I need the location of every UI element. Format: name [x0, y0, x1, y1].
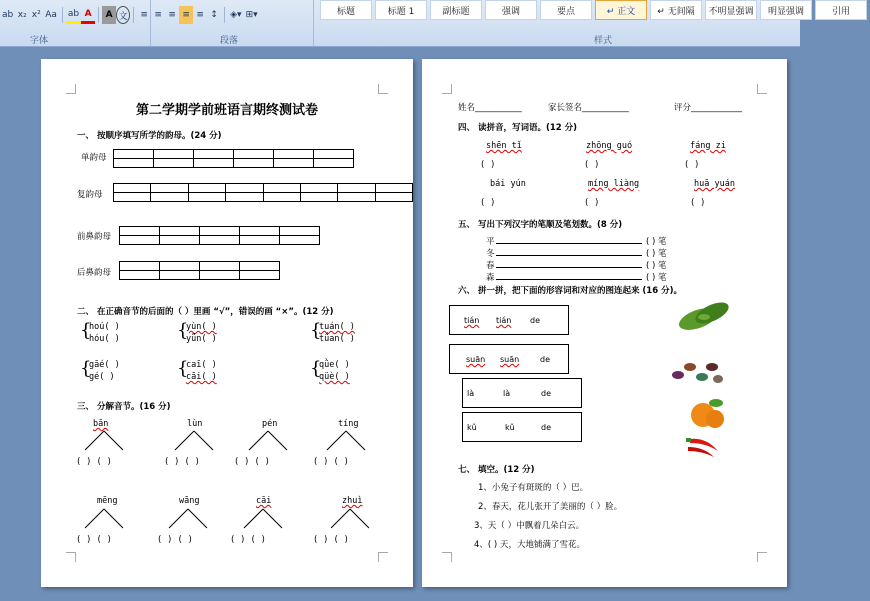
syllable: tíng	[338, 419, 359, 429]
font-color-button[interactable]: A	[81, 6, 95, 24]
crop-mark	[757, 84, 767, 94]
pinyin-option: cāi( )	[186, 372, 217, 382]
borders-icon[interactable]: ⊞▾	[245, 10, 258, 20]
enclose-char-button[interactable]: 文	[116, 6, 130, 24]
name-field[interactable]: 姓名___________	[458, 103, 522, 113]
toolbar-divider	[224, 7, 225, 23]
split-tree	[323, 431, 369, 451]
box-pinyin: tián	[496, 316, 512, 325]
highlight-button[interactable]: ab	[66, 6, 81, 24]
answer-parens: ( ) ( )	[230, 535, 266, 545]
adjective-box-sweet[interactable]	[449, 305, 569, 335]
row-label-front-nasal: 前鼻韵母	[77, 232, 112, 242]
pinyin-option: qüè( )	[319, 372, 350, 382]
ribbon	[0, 0, 850, 47]
pinyin-option: caī( )	[186, 360, 217, 370]
section-1-heading: 一、 按顺序填写所学的韵母。(24 分)	[77, 131, 222, 141]
brace: {	[310, 320, 322, 341]
row-label-single-finals: 单韵母	[81, 153, 107, 163]
style-quote[interactable]: 引用	[815, 0, 867, 20]
pinyin-word: míng liàng	[588, 179, 640, 189]
brace: {	[80, 358, 92, 379]
section-3-heading: 三、 分解音节。(16 分)	[77, 402, 171, 412]
box-pinyin: tián	[464, 316, 480, 325]
brace: {	[80, 320, 92, 341]
writing-grid-compound[interactable]	[113, 183, 413, 202]
document-page-2[interactable]	[422, 59, 787, 587]
style-normal[interactable]: ↵ 正文	[595, 0, 647, 20]
stroke-count[interactable]: ( ) 笔	[646, 249, 667, 259]
box-pinyin: de	[541, 423, 551, 432]
toolbar-divider	[98, 7, 99, 23]
stroke-char: 平	[486, 237, 495, 247]
stroke-char: 春	[486, 261, 495, 271]
split-tree	[245, 431, 291, 451]
brace: {	[310, 358, 322, 379]
fill-blank-item: 4、( ) 天，大地铺满了雪花。	[474, 540, 585, 550]
subscript-button[interactable]: x₂	[17, 10, 27, 20]
chili-pepper-picture	[684, 433, 724, 462]
stroke-char: 森	[486, 273, 495, 283]
split-tree	[240, 509, 286, 529]
candy-picture	[668, 357, 724, 390]
answer-parens: ( ) ( )	[313, 535, 349, 545]
crop-mark	[378, 84, 388, 94]
pinyin-option: yùn( )	[186, 322, 217, 332]
align-center-icon[interactable]: ≡	[154, 10, 162, 20]
stroke-line[interactable]	[496, 279, 642, 280]
style-subtle-emphasis[interactable]: 不明显强调	[705, 0, 757, 20]
pinyin-option: yǖn( )	[186, 334, 217, 344]
split-tree	[171, 431, 217, 451]
align-right-icon[interactable]: ≡	[168, 10, 176, 20]
answer-parens[interactable]: ( )	[684, 160, 700, 170]
style-intense-emphasis[interactable]: 明显强调	[760, 0, 812, 20]
writing-grid-back-nasal[interactable]	[119, 261, 280, 280]
group-divider	[313, 0, 314, 46]
split-tree	[165, 509, 211, 529]
answer-parens: ( ) ( )	[76, 457, 112, 467]
box-pinyin: kǔ	[505, 423, 515, 432]
orange-picture	[688, 397, 728, 432]
writing-grid-single[interactable]	[113, 149, 354, 168]
adjective-box-sour[interactable]	[449, 344, 569, 374]
pinyin-option: gāé( )	[89, 360, 120, 370]
style-emphasis[interactable]: 强调	[485, 0, 537, 20]
crop-mark	[66, 84, 76, 94]
box-pinyin: de	[540, 355, 550, 364]
box-pinyin: là	[467, 389, 475, 398]
crop-mark	[442, 552, 452, 562]
fill-blank-item: 1、小兔子有斑斑的（ ）巴。	[478, 483, 589, 493]
box-pinyin: de	[541, 389, 551, 398]
answer-parens[interactable]: ( )	[584, 160, 600, 170]
stroke-char: 冬	[486, 249, 495, 259]
brace: {	[177, 320, 189, 341]
split-tree	[81, 431, 127, 451]
crop-mark	[66, 552, 76, 562]
style-strong[interactable]: 要点	[540, 0, 592, 20]
stroke-count[interactable]: ( ) 笔	[646, 273, 667, 283]
paragraph-group-label: 段落	[220, 36, 239, 46]
group-divider	[150, 0, 151, 46]
pinyin-option: tuán( )	[319, 322, 355, 332]
pinyin-option: gé( )	[89, 372, 115, 382]
crop-mark	[378, 552, 388, 562]
syllable: bān	[93, 419, 109, 429]
fill-blank-item: 2、春天，花儿张开了美丽的（ ）脸。	[478, 502, 623, 512]
styles-group-label: 样式	[594, 36, 613, 46]
brace: {	[177, 358, 189, 379]
style-subtitle[interactable]: 副标题	[430, 0, 482, 20]
section-6-heading: 六、 拼一拼，把下面的形容词和对应的图连起来 (16 分)。	[458, 286, 682, 296]
pinyin-option: tǘan( )	[319, 334, 355, 344]
section-7-heading: 七、 填空。(12 分)	[458, 465, 535, 475]
styles-gallery	[320, 0, 870, 26]
answer-parens[interactable]: ( )	[480, 160, 496, 170]
toolbar-divider	[133, 7, 134, 23]
row-label-back-nasal: 后鼻韵母	[77, 268, 112, 278]
answer-parens[interactable]: ( )	[584, 198, 600, 208]
style-no-spacing[interactable]: ↵ 无间隔	[650, 0, 702, 20]
stroke-line[interactable]	[496, 267, 642, 268]
style-title[interactable]: 标题	[320, 0, 372, 20]
writing-grid-front-nasal[interactable]	[119, 226, 320, 245]
align-left-icon[interactable]: ≡	[140, 10, 148, 20]
pinyin-word: zhōng guó	[586, 141, 633, 151]
stroke-count[interactable]: ( ) 笔	[646, 237, 667, 247]
stroke-line[interactable]	[496, 243, 642, 244]
syllable: lùn	[187, 419, 203, 429]
line-spacing-icon[interactable]: ↕	[210, 10, 218, 20]
box-pinyin: de	[530, 316, 540, 325]
answer-parens[interactable]: ( )	[480, 198, 496, 208]
answer-parens: ( ) ( )	[234, 457, 270, 467]
font-toolbar	[0, 6, 260, 24]
stroke-count[interactable]: ( ) 笔	[646, 261, 667, 271]
syllable: cāi	[256, 496, 272, 506]
split-tree	[81, 509, 127, 529]
syllable: wāng	[179, 496, 200, 506]
pinyin-word: bái yún	[490, 179, 526, 189]
adjective-box-bitter[interactable]	[462, 412, 582, 442]
pinyin-word: shēn tǐ	[486, 141, 522, 151]
crop-mark	[757, 552, 767, 562]
document-page-1[interactable]	[41, 59, 413, 587]
char-shading-button[interactable]: A	[102, 6, 116, 24]
adjective-box-spicy[interactable]	[462, 378, 582, 408]
toolbar-divider	[62, 7, 63, 23]
pinyin-word: huā yuán	[694, 179, 735, 189]
style-heading-1[interactable]: 标题 1	[375, 0, 427, 20]
distributed-icon[interactable]: ≡	[196, 10, 204, 20]
answer-parens: ( ) ( )	[157, 535, 193, 545]
box-pinyin: kǔ	[467, 423, 477, 432]
superscript-button[interactable]: x²	[31, 10, 41, 20]
box-pinyin: là	[503, 389, 511, 398]
answer-parens: ( ) ( )	[76, 535, 112, 545]
answer-parens: ( ) ( )	[164, 457, 200, 467]
syllable: pén	[262, 419, 278, 429]
section-5-heading: 五、 写出下列汉字的笔顺及笔划数。(8 分)	[458, 220, 623, 230]
box-pinyin: suān	[466, 355, 486, 364]
justify-icon[interactable]: ≡	[179, 6, 193, 24]
bitter-melon-picture	[678, 299, 732, 336]
answer-parens[interactable]: ( )	[690, 198, 706, 208]
change-case-button[interactable]: Aa	[45, 10, 57, 20]
fill-blank-item: 3、天（ ）中飘着几朵白云。	[474, 521, 585, 531]
stroke-line[interactable]	[496, 255, 642, 256]
pinyin-option: hoú( )	[89, 322, 120, 332]
page-title: 第二学期学前班语言期终测试卷	[135, 103, 318, 118]
split-tree	[327, 509, 373, 529]
parent-sign-field[interactable]: 家长签名___________	[548, 103, 629, 113]
pinyin-option: hóu( )	[89, 334, 120, 344]
answer-parens: ( ) ( )	[313, 457, 349, 467]
pinyin-word: fáng zi	[690, 141, 726, 151]
strikethrough-button[interactable]: ab	[2, 10, 14, 20]
score-field[interactable]: 评分____________	[674, 103, 743, 113]
syllable: mēng	[97, 496, 118, 506]
syllable: zhuì	[342, 496, 363, 506]
box-pinyin: suān	[500, 355, 520, 364]
shading-bucket-icon[interactable]: ◈▾	[230, 10, 242, 20]
font-group-label: 字体	[30, 36, 49, 46]
section-2-heading: 二、 在正确音节的后面的（ ）里画 “√”，错误的画 “×”。(12 分)	[77, 307, 334, 317]
pinyin-option: qǜe( )	[319, 360, 350, 370]
section-4-heading: 四、 读拼音，写词语。(12 分)	[458, 123, 578, 133]
crop-mark	[442, 84, 452, 94]
row-label-compound-finals: 复韵母	[77, 190, 103, 200]
